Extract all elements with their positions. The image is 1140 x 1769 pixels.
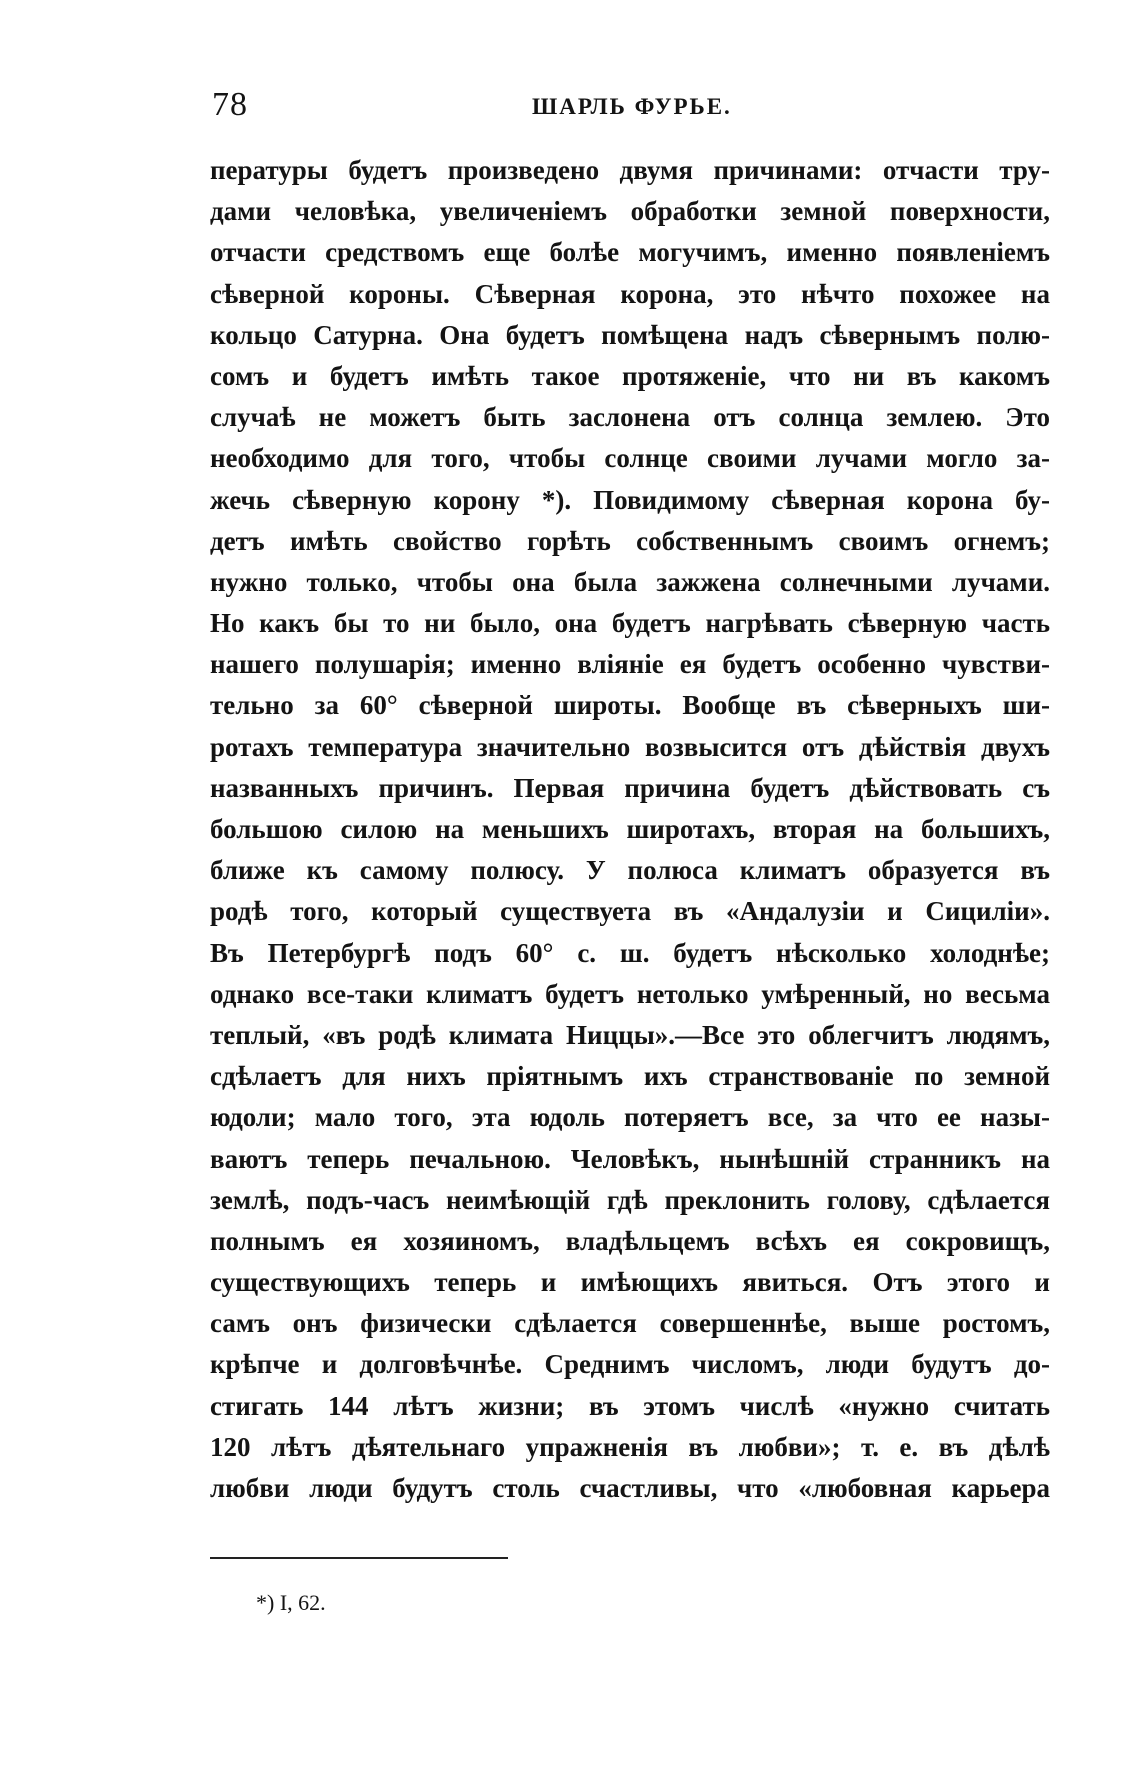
text-line: тельно за 60° сѣверной широты. Вообще въ сѣверныхъ ши- <box>210 690 1050 721</box>
text-line: сдѣлаетъ для нихъ пріятнымъ ихъ странствованіе по земной <box>210 1061 1050 1092</box>
text-line: самъ онъ физически сдѣлается совершеннѣе, выше ростомъ, <box>210 1308 1050 1339</box>
text-line: землѣ, подъ-часъ неимѣющій гдѣ преклонить голову, сдѣлается <box>210 1184 1050 1215</box>
text-line: сомъ и будетъ имѣть такое протяженіе, что ни въ какомъ <box>210 360 1050 391</box>
text-line: пературы будетъ произведено двумя причинами: отчасти тру- <box>210 155 1050 185</box>
text-line: случаѣ не можетъ быть заслонена отъ солнца землею. Это <box>210 402 1050 433</box>
text-line: нужно только, чтобы она была зажжена солнечными лучами. <box>210 566 1050 597</box>
text-line: нашего полушарія; именно вліяніе ея будетъ особенно чувстви- <box>210 649 1050 680</box>
running-title: ШАРЛЬ ФУРЬЕ. <box>532 94 732 119</box>
text-line: названныхъ причинъ. Первая причина будетъ дѣйствовать съ <box>210 772 1050 803</box>
text-line: ваютъ теперь печальною. Человѣкъ, нынѣшній странникъ на <box>210 1143 1050 1174</box>
text-line: отчасти средствомъ еще болѣе могучимъ, именно появленіемъ <box>210 237 1050 268</box>
text-line: необходимо для того, чтобы солнце своими лучами могло за- <box>210 443 1050 474</box>
footnote-divider <box>210 1557 508 1559</box>
text-line: теплый, «въ родѣ климата Ниццы».—Все это облегчитъ людямъ, <box>210 1019 1050 1050</box>
page-number: 78 <box>212 86 248 123</box>
text-line: дами человѣка, увеличеніемъ обработки земной поверхности, <box>210 196 1050 227</box>
text-line: Въ Петербургѣ подъ 60° с. ш. будетъ нѣсколько холоднѣе; <box>210 937 1050 968</box>
text-line: ротахъ температура значительно возвысится отъ дѣйствія двухъ <box>210 731 1050 762</box>
text-line: сѣверной короны. Сѣверная корона, это нѣчто похожее на <box>210 278 1050 309</box>
text-line: жечь сѣверную корону *). Повидимому сѣверная корона бу- <box>210 484 1050 515</box>
text-line: юдоли; мало того, эта юдоль потеряетъ все, за что ее назы- <box>210 1102 1050 1133</box>
text-line: ближе къ самому полюсу. У полюса климатъ образуется въ <box>210 855 1050 886</box>
footnote: *) I, 62. <box>256 1590 326 1615</box>
text-line: родѣ того, который существуета въ «Андалузіи и Сициліи». <box>210 896 1050 927</box>
text-line: детъ имѣть свойство горѣть собственнымъ своимъ огнемъ; <box>210 525 1050 556</box>
body-text <box>210 150 1050 1509</box>
text-line: большою силою на меньшихъ широтахъ, вторая на большихъ, <box>210 814 1050 844</box>
running-head <box>212 86 1048 130</box>
text-line: стигать 144 лѣтъ жизни; въ этомъ числѣ «нужно считать <box>210 1390 1050 1421</box>
text-line: крѣпче и долговѣчнѣе. Среднимъ числомъ, люди будутъ до- <box>210 1349 1050 1380</box>
text-line: 120 лѣтъ дѣятельнаго упражненія въ любви»; т. е. въ дѣлѣ <box>210 1431 1050 1462</box>
text-line: однако все-таки климатъ будетъ нетолько умѣренный, но весьма <box>210 978 1050 1009</box>
text-line: существующихъ теперь и имѣющихъ явиться. Отъ этого и <box>210 1267 1050 1298</box>
text-line: любви люди будутъ столь счастливы, что «любовная карьера <box>210 1473 1050 1503</box>
text-line: Но какъ бы то ни было, она будетъ нагрѣвать сѣверную часть <box>210 608 1050 639</box>
text-line: кольцо Сатурна. Она будетъ помѣщена надъ сѣвернымъ полю- <box>210 319 1050 350</box>
text-line: полнымъ ея хозяиномъ, владѣльцемъ всѣхъ ея сокровищъ, <box>210 1225 1050 1256</box>
